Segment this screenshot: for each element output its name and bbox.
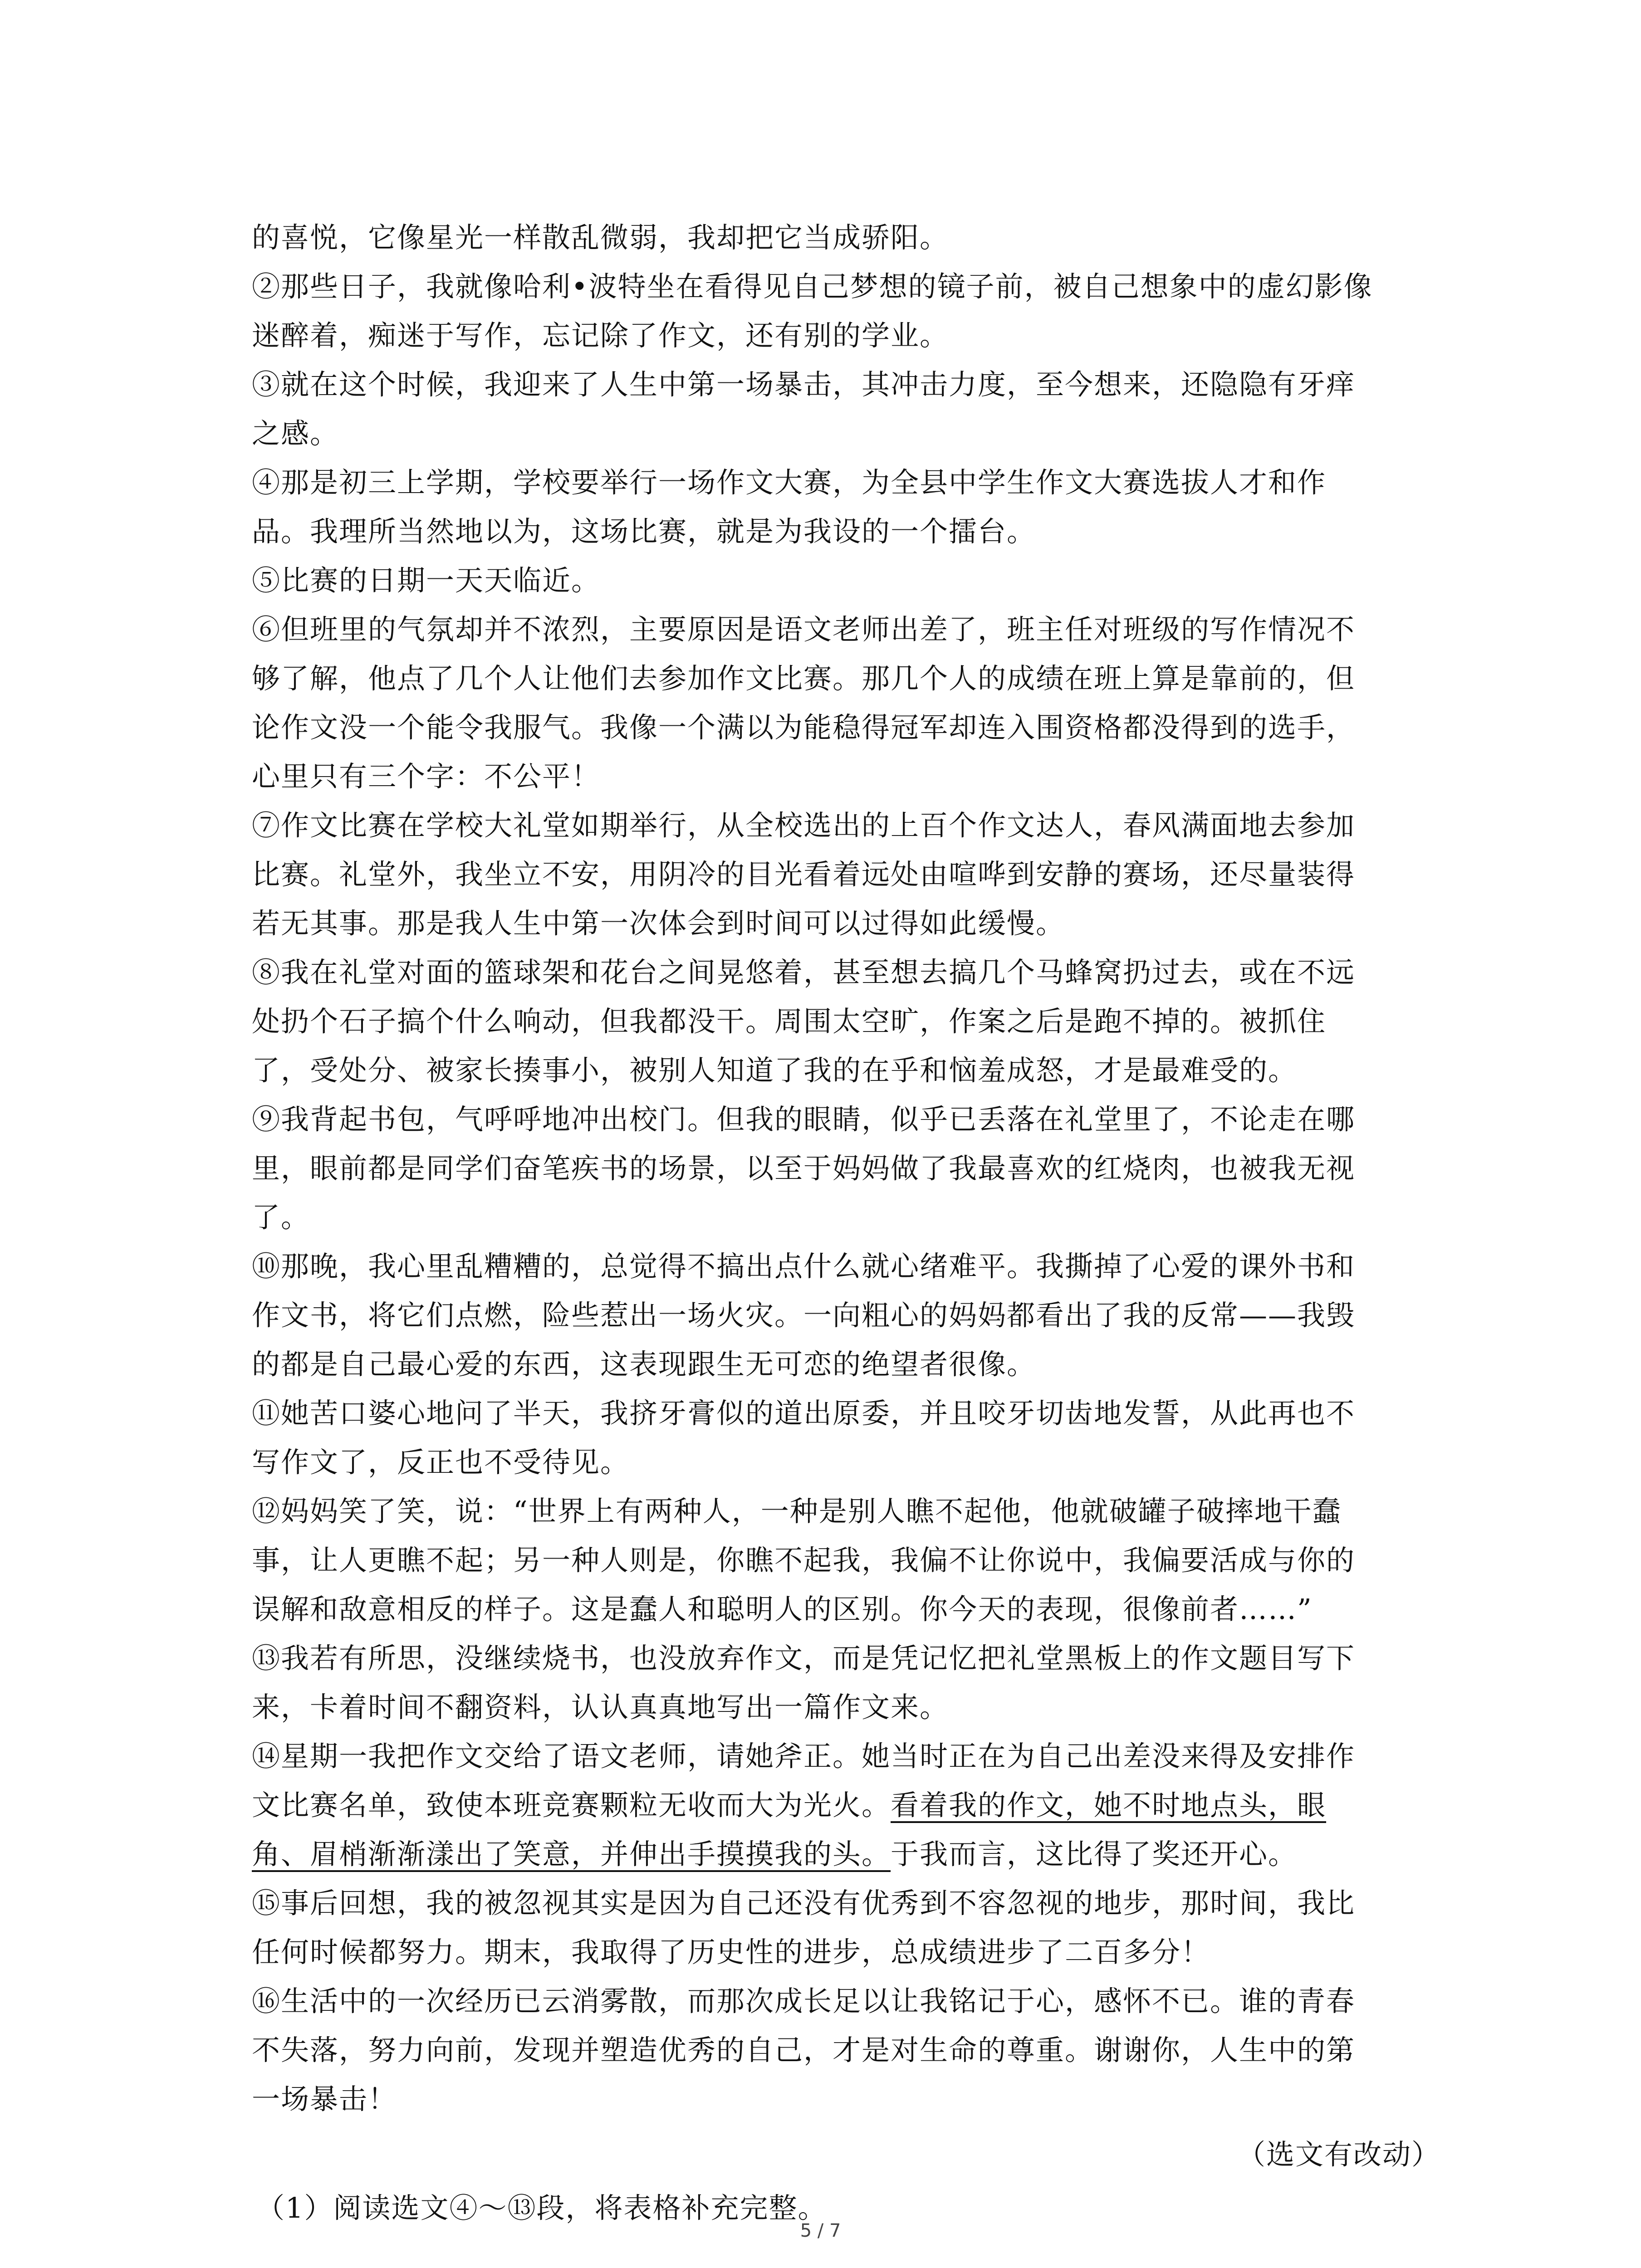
text-line: 了。: [252, 1201, 310, 1234]
text-line: 来，卡着时间不翻资料，认认真真地写出一篇作文来。: [252, 1691, 949, 1724]
text-line: ⑯生活中的一次经历已云消雾散，而那次成长足以让我铭记于心，感怀不已。谁的青春: [252, 1984, 1356, 2018]
text-line: ⑩那晚，我心里乱糟糟的，总觉得不搞出点什么就心绪难平。我撕掉了心爱的课外书和: [252, 1250, 1356, 1283]
question-prompt: （1）阅读选文④～⑬段，将表格补充完整。: [256, 2191, 827, 2224]
text-line: ⑦作文比赛在学校大礼堂如期举行，从全校选出的上百个作文达人，春风满面地去参加: [252, 809, 1356, 842]
text-line: 的都是自己最心爱的东西，这表现跟生无可恋的绝望者很像。: [252, 1348, 1036, 1381]
text-line: 的喜悦，它像星光一样散乱微弱，我却把它当成骄阳。: [252, 221, 949, 254]
text-line: ④那是初三上学期，学校要举行一场作文大赛，为全县中学生作文大赛选拔人才和作: [252, 466, 1327, 499]
text-line: ⑬我若有所思，没继续烧书，也没放弃作文，而是凭记忆把礼堂黑板上的作文题目写下: [252, 1642, 1356, 1675]
underlined-sentence: 角、眉梢渐渐漾出了笑意，并伸出手摸摸我的头。: [252, 1838, 891, 1871]
text-line: 一场暴击！: [252, 2082, 397, 2116]
underlined-sentence: 看着我的作文，她不时地点头，眼: [891, 1789, 1327, 1822]
text-line: ⑨我背起书包，气呼呼地冲出校门。但我的眼睛，似乎已丢落在礼堂里了，不论走在哪: [252, 1103, 1356, 1136]
text-line: 处扔个石子搞个什么响动，但我都没干。周围太空旷，作案之后是跑不掉的。被抓住: [252, 1005, 1327, 1038]
text-line: ⑤比赛的日期一天天临近。: [252, 564, 601, 597]
source-note: （选文有改动）: [1237, 2138, 1440, 2171]
text-line: ②那些日子，我就像哈利•波特坐在看得见自己梦想的镜子前，被自己想象中的虚幻影像: [252, 270, 1373, 303]
text-line: 作文书，将它们点燃，险些惹出一场火灾。一向粗心的妈妈都看出了我的反常——我毁: [252, 1299, 1356, 1332]
article-body: [252, 213, 1440, 2233]
text-line: ⑫妈妈笑了笑，说：“世界上有两种人，一种是别人瞧不起他，他就破罐子破摔地干蠢: [252, 1495, 1342, 1528]
text-line: 里，眼前都是同学们奋笔疾书的场景，以至于妈妈做了我最喜欢的红烧肉，也被我无视: [252, 1152, 1356, 1185]
text-line: 比赛。礼堂外，我坐立不安，用阴冷的目光看着远处由喧哗到安静的赛场，还尽量装得: [252, 858, 1356, 891]
text-line: ⑭星期一我把作文交给了语文老师，请她斧正。她当时正在为自己出差没来得及安排作: [252, 1740, 1356, 1773]
text-line: 品。我理所当然地以为，这场比赛，就是为我设的一个擂台。: [252, 515, 1036, 548]
text-line: 够了解，他点了几个人让他们去参加作文比赛。那几个人的成绩在班上算是靠前的，但: [252, 662, 1356, 695]
text-line: ⑥但班里的气氛却并不浓烈，主要原因是语文老师出差了，班主任对班级的写作情况不: [252, 613, 1356, 646]
text-line: ⑧我在礼堂对面的篮球架和花台之间晃悠着，甚至想去搞几个马蜂窝扔过去，或在不远: [252, 956, 1356, 989]
text-line: 不失落，努力向前，发现并塑造优秀的自己，才是对生命的尊重。谢谢你，人生中的第: [252, 2033, 1356, 2067]
text-line: 若无其事。那是我人生中第一次体会到时间可以过得如此缓慢。: [252, 907, 1065, 940]
text-line: 任何时候都努力。期末，我取得了历史性的进步，总成绩进步了二百多分！: [252, 1936, 1210, 1969]
text-line: ③就在这个时候，我迎来了人生中第一场暴击，其冲击力度，至今想来，还隐隐有牙痒: [252, 368, 1356, 401]
text-segment: 文比赛名单，致使本班竞赛颗粒无收而大为光火。: [252, 1789, 891, 1822]
text-line: 写作文了，反正也不受待见。: [252, 1446, 630, 1479]
text-line: 事，让人更瞧不起；另一种人则是，你瞧不起我，我偏不让你说中，我偏要活成与你的: [252, 1544, 1356, 1577]
text-line: 了，受处分、被家长揍事小，被别人知道了我的在乎和恼羞成怒，才是最难受的。: [252, 1054, 1298, 1087]
text-line: 迷醉着，痴迷于写作，忘记除了作文，还有别的学业。: [252, 319, 949, 352]
text-line: ⑮事后回想，我的被忽视其实是因为自己还没有优秀到不容忽视的地步，那时间，我比: [252, 1887, 1356, 1920]
text-line: [252, 1781, 1440, 1830]
text-line: [252, 1830, 1440, 1879]
page-number: 5 / 7: [800, 2220, 841, 2241]
text-line: 误解和敌意相反的样子。这是蠢人和聪明人的区别。你今天的表现，很像前者……”: [252, 1593, 1313, 1626]
text-line: 之感。: [252, 417, 339, 450]
text-line: 论作文没一个能令我服气。我像一个满以为能稳得冠军却连入围资格都没得到的选手，: [252, 711, 1356, 744]
text-line: ⑪她苦口婆心地问了半天，我挤牙膏似的道出原委，并且咬牙切齿地发誓，从此再也不: [252, 1397, 1356, 1430]
text-line: 心里只有三个字：不公平！: [252, 760, 601, 793]
text-segment: 于我而言，这比得了奖还开心。: [891, 1838, 1298, 1871]
